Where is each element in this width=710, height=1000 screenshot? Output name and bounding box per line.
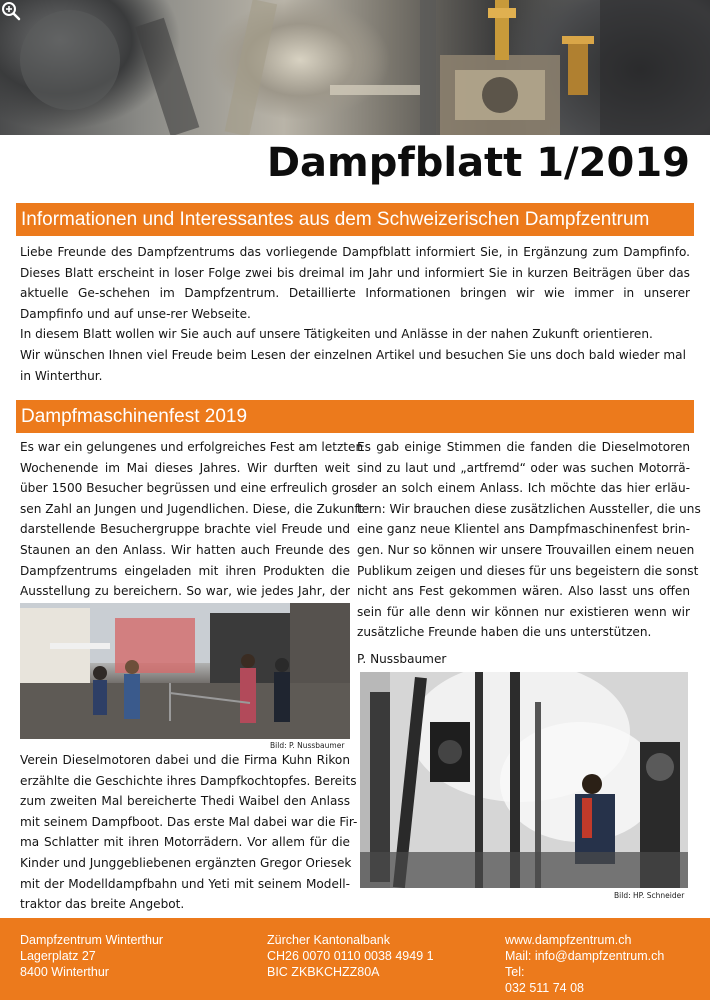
steam-engine-illustration [0,0,710,135]
text-line: über 1500 Besucher begrüssen und eine erfreulich gros- [20,481,362,496]
text-line: darstellende Besuchergruppe brachte viel Freude und [20,522,350,537]
page-title: Dampfblatt 1/2019 [266,140,690,186]
footer-mail-link[interactable]: Mail: info@dampfzentrum.ch [505,949,665,963]
fest-scene-illustration [20,603,350,739]
text-line: Wochenende im Mai dieses Jahres. Wir durften weit [20,460,350,475]
article-author: P. Nussbaumer [357,652,447,666]
footer-org-name: Dampfzentrum Winterthur [20,933,164,947]
text-line: traktor das breite Angebot. [20,897,185,912]
text-line: tern: Wir brauchen diese zusätzlichen Aussteller, die uns [357,501,701,516]
text-line: Publikum zeigen und dieses für uns begeistern die sonst [357,563,699,578]
footer-bank [267,932,434,980]
footer-contact [505,932,664,996]
text-line: Ausstellung zu bereichern. So war, wie jedes Jahr, der [20,584,350,599]
footer [0,918,710,1000]
steam-machine-illustration [360,672,688,888]
article-right [357,437,701,643]
text-line: zusätzliche Freunde haben die uns unterstützen. [357,625,652,640]
zoom-in-icon[interactable] [0,0,22,22]
text-line: ma Schlatter mit ihren Motorrädern. Vor allem für die [20,835,350,850]
footer-bic: BIC ZKBKCHZZ80A [267,965,380,979]
text-line: sen Zahl an Jungen und Jugendlichen. Diese, die Zukunft [20,501,364,516]
text-line: eine ganz neue Klientel ans Dampfmaschinenfest brin- [357,522,690,537]
footer-city: 8400 Winterthur [20,965,109,979]
header-photo [0,0,710,135]
text-line: zum zweiten Mal bereicherte Thedi Waibel den Anlass [20,794,350,809]
footer-phone-number: 032 511 74 08 [505,981,585,995]
photo-caption: Bild: HP. Schneider [614,891,685,900]
text-line: Dampfzentrums eingeladen mit ihren Produkten die [20,563,350,578]
footer-phone-label: Tel: [505,965,525,979]
text-line: nicht ans Fest gekommen wären. Also lasst uns offen [357,584,690,599]
photo-caption: Bild: P. Nussbaumer [270,741,345,750]
text-line: Staunen an den Anlass. Wir hatten auch Freunde des [20,542,350,557]
text-line: mit der Modelldampfbahn und Yeti mit seinem Modell- [20,876,350,891]
intro-paragraph-2: In diesem Blatt wollen wir Sie auch auf unsere Tätigkeiten und Anlässe in der nahen Zukunft orientieren. [20,327,653,342]
article-left-bottom [20,750,358,915]
footer-street: Lagerplatz 27 [20,949,96,963]
steam-machine-photo [360,672,688,888]
text-line: Es gab einige Stimmen die fanden die Dieselmotoren [357,440,690,454]
text-line: sein für alle denn wir können nur existieren wenn wir [357,604,690,619]
text-line: mit seinem Dampfboot. Das erste Mal dabei war die Fir- [20,814,358,829]
footer-iban: CH26 0070 0110 0038 4949 1 [267,949,434,963]
text-line: erzählte die Geschichte ihres Dampfkochtopfes. Bereits [20,773,357,788]
section-heading-info: Informationen und Interessantes aus dem Schweizerischen Dampfzentrum [16,203,694,236]
section-heading-fest: Dampfmaschinenfest 2019 [16,400,694,433]
intro-paragraph-1: Liebe Freunde des Dampfzentrums das vorliegende Dampfblatt informiert Sie, in Ergänzung zum Dampfinfo. Dieses Blatt erscheint in loser Folge zwei bis dreimal im Jahr und informiert Sie in kurzen Beiträgen über das aktuelle Ge-schehen im Dampfzentrum. Detaillierte Informationen bringen wir wie immer in unserer Dampfinfo und auf unse-rer Webseite. [20,245,690,321]
text-line: Verein Dieselmotoren dabei und die Firma Kuhn Rikon [20,753,350,767]
text-line: Kinder und Junggebliebenen ergänzten Gregor Oriesek [20,855,352,870]
text-line: gen. Nur so können wir unsere Trouvaillen einem neuen [357,542,695,557]
article-left-top [20,437,364,602]
text-line: Es war ein gelungenes und erfolgreiches Fest am letzten [20,440,364,454]
footer-phone[interactable] [505,964,664,996]
footer-bank-name: Zürcher Kantonalbank [267,933,390,947]
footer-address [20,932,163,980]
intro-text [20,242,690,386]
text-line: der an solch einem Anlass. Ich möchte das hier erläu- [357,481,690,496]
footer-website-link[interactable]: www.dampfzentrum.ch [505,933,632,947]
fest-photo [20,603,350,739]
intro-paragraph-3: Wir wünschen Ihnen viel Freude beim Lesen der einzelnen Artikel und besuchen Sie uns doch bald wieder mal in Winterthur. [20,347,686,383]
text-line: sind zu laut und „artfremd“ oder was suchen Motorrä- [357,460,690,475]
